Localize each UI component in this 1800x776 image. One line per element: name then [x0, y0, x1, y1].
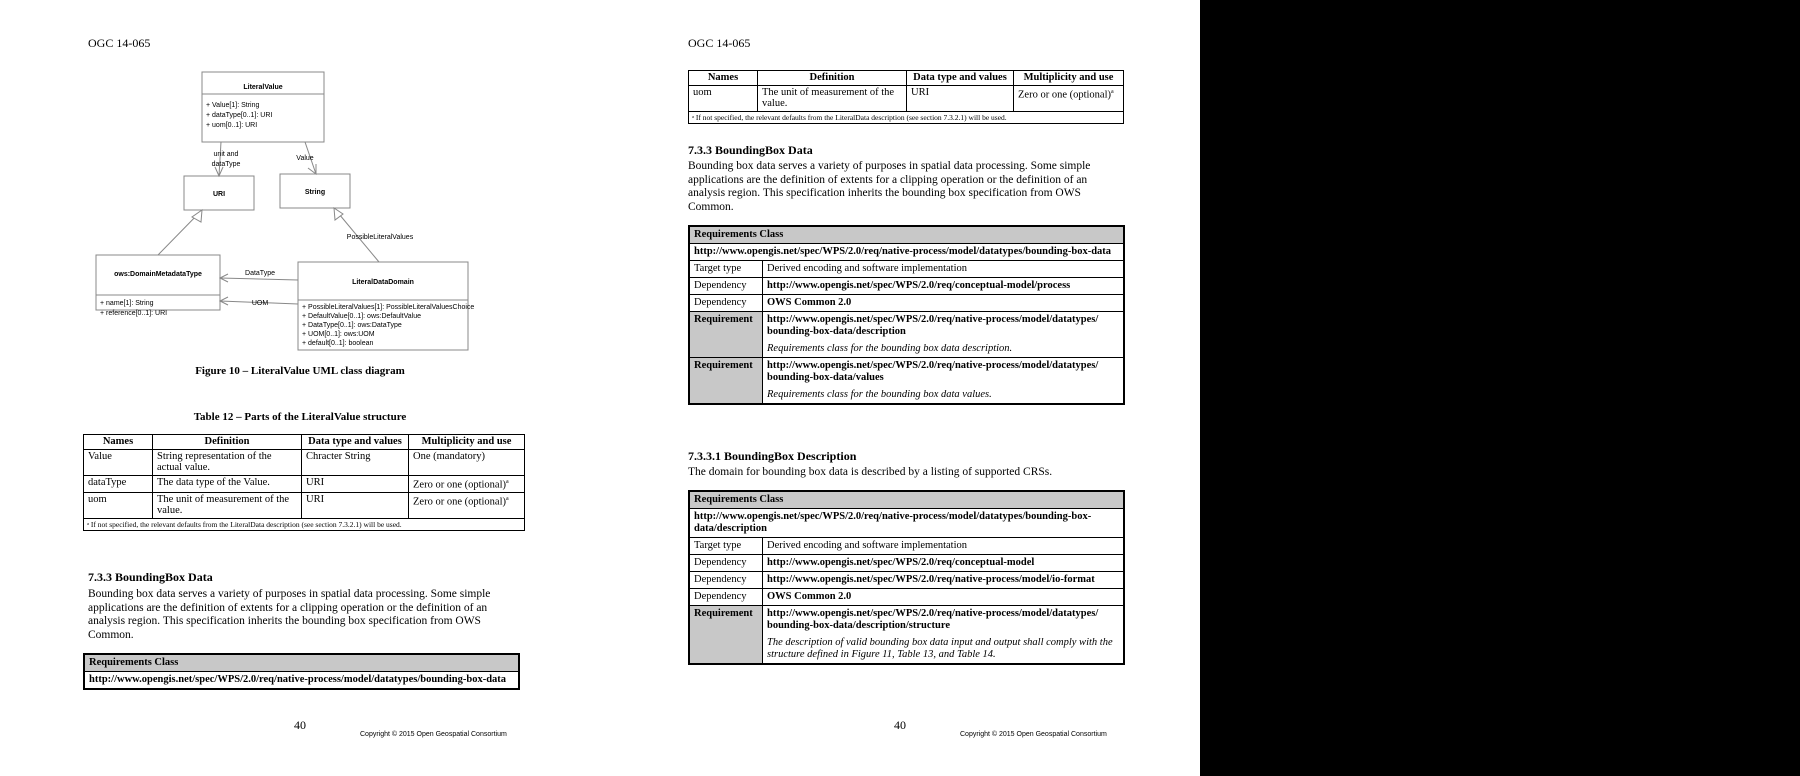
table-row: [689, 85, 1124, 111]
col-header: Definition: [153, 435, 302, 450]
uml-label: unit and: [213, 151, 239, 158]
req-label: Dependency: [689, 295, 763, 312]
req-value: http://www.opengis.net/spec/WPS/2.0/req/native-process/model/datatypes/ bounding-box-data/values Requirements class for the bounding box data values.: [763, 358, 1125, 405]
section-title: 7.3.3 BoundingBox Data: [88, 570, 213, 584]
uml-label: UOM: [251, 300, 269, 307]
section-paragraph: Bounding box data serves a variety of purposes in spatial data processing. Some simple applications are the definition of extents for a clipping operation or the definition of an analysis region. This specification inherits the bounding box specification from OWS Common.: [688, 160, 1091, 213]
overlay-page-left: LiteralValue + Value[1]: String + dataType[0..1]: URI + uom[0..1]: URI URI String ows:DomainMetadataType + name[1]: String + reference[0..1]: URI LiteralDataDomain + PossibleLiteralValues[1]: PossibleLiteralValuesChoice + DefaultValue[0..1]: ows:DefaultValue + DataType[0..1]: ows:DataType + UOM[0..1]: ows:UOM + default[0..1]: boolean unit and dataType Value PossibleLiteralValues DataType UOM: [1200, 0, 1800, 776]
req-uri: http://www.opengis.net/spec/WPS/2.0/req/native-process/model/datatypes/bounding-box-data: [689, 244, 1124, 261]
req-value: http://www.opengis.net/spec/WPS/2.0/req/native-process/model/datatypes/ bounding-box-data/description Requirements class for the bounding box data description.: [763, 312, 1125, 358]
req-label: Requirement: [689, 312, 763, 358]
req-label: Target type: [689, 261, 763, 278]
page-number: 40: [894, 718, 906, 732]
req-header: Requirements Class: [84, 654, 519, 672]
uml-attr: + DataType[0..1]: ows:DataType: [302, 322, 402, 329]
section-paragraph: Bounding box data serves a variety of purposes in spatial data processing. Some simple applications are the definition of extents for a clipping operation or the definition of an analysis region. This specification inherits the bounding box specification from OWS Common.: [88, 588, 491, 641]
uml-domainmetadata-title: ows:DomainMetadataType: [114, 271, 202, 278]
req-value: Derived encoding and software implementation: [763, 261, 1125, 278]
page-header: OGC 14-065: [88, 36, 151, 50]
col-header: Names: [689, 71, 758, 86]
req-header: Requirements Class: [689, 491, 1124, 509]
uml-attr: + default[0..1]: boolean: [302, 340, 374, 347]
col-header: Data type and values: [907, 71, 1014, 86]
table-caption: Table 12 – Parts of the LiteralValue structure: [193, 411, 407, 423]
uml-attr: + name[1]: String: [100, 300, 154, 307]
uml-label: DataType: [245, 270, 275, 277]
table-header-row: [84, 435, 525, 450]
req-label: Requirement: [689, 358, 763, 405]
cell: The data type of the Value.: [153, 475, 302, 492]
uml-label: dataType: [211, 161, 241, 168]
req-value: OWS Common 2.0: [763, 589, 1125, 606]
overlay-page-right: [1200, 0, 1800, 776]
req-value: http://www.opengis.net/spec/WPS/2.0/req/native-process/model/datatypes/ bounding-box-data/description/structure The description of valid bounding box data input and output shall comply with the structure defined in Figure 11, Table 13, and Table 14.: [763, 606, 1125, 665]
req-label: Dependency: [689, 572, 763, 589]
table-row: [84, 492, 525, 518]
parts-table: [83, 434, 525, 531]
page-left: [0, 0, 600, 776]
col-header: Names: [84, 435, 153, 450]
req-value: http://www.opengis.net/spec/WPS/2.0/req/native-process/model/io-format: [763, 572, 1125, 589]
cell: Value: [84, 449, 153, 475]
page-right: [600, 0, 1200, 776]
cell: The unit of measurement of the value.: [153, 492, 302, 518]
table-note: ᵃ If not specified, the relevant defaults from the LiteralData description (see section 7.3.2.1) will be used.: [689, 111, 1124, 124]
col-header: Data type and values: [302, 435, 409, 450]
col-header: Definition: [758, 71, 907, 86]
cell: Zero or one (optional)$^a$: [1014, 85, 1124, 111]
cell: Chracter String: [302, 449, 409, 475]
table-note: ᵃ If not specified, the relevant defaults from the LiteralData description (see section 7.3.2.1) will be used.: [84, 518, 525, 531]
figure-caption: Figure 10 – LiteralValue UML class diagram: [195, 365, 405, 377]
section-title: 7.3.3.1 BoundingBox Description: [688, 449, 857, 463]
req-uri: http://www.opengis.net/spec/WPS/2.0/req/native-process/model/datatypes/bounding-box-data: [84, 672, 519, 690]
parts-table-continued: [688, 70, 1124, 124]
uml-attr: + DefaultValue[0..1]: ows:DefaultValue: [302, 313, 422, 320]
uml-literalvalue-title: LiteralValue: [243, 84, 283, 91]
requirements-class-table: [83, 653, 520, 690]
uml-attr: + Value[1]: String: [206, 102, 260, 109]
req-label: Requirement: [689, 606, 763, 665]
uml-label: PossibleLiteralValues: [346, 234, 414, 241]
page-header: OGC 14-065: [688, 36, 751, 50]
req-value: http://www.opengis.net/spec/WPS/2.0/req/conceptual-model: [763, 555, 1125, 572]
table-row: [84, 475, 525, 492]
cell: uom: [84, 492, 153, 518]
section-title: 7.3.3 BoundingBox Data: [688, 143, 813, 157]
uml-diagram: [80, 62, 520, 362]
section-paragraph: The domain for bounding box data is described by a listing of supported CRSs.: [688, 466, 1053, 478]
page-number: 40: [294, 718, 306, 732]
uml-uri-title: URI: [212, 191, 226, 198]
requirements-class-table: [688, 490, 1125, 665]
uml-label: Value: [296, 155, 314, 162]
col-header: Multiplicity and use: [1014, 71, 1124, 86]
copyright: Copyright © 2015 Open Geospatial Consortium: [960, 731, 1107, 738]
cell: dataType: [84, 475, 153, 492]
col-header: Multiplicity and use: [409, 435, 525, 450]
copyright: Copyright © 2015 Open Geospatial Consortium: [360, 731, 507, 738]
uml-attr: + reference[0..1]: URI: [100, 310, 168, 317]
req-label: Dependency: [689, 589, 763, 606]
req-label: Dependency: [689, 278, 763, 295]
uml-attr: + dataType[0..1]: URI: [206, 112, 273, 119]
cell: The unit of measurement of the value.: [758, 85, 907, 111]
req-label: Dependency: [689, 555, 763, 572]
cell: URI: [302, 475, 409, 492]
cell: String representation of the actual value.: [153, 449, 302, 475]
cell: uom: [689, 85, 758, 111]
cell: One (mandatory): [409, 449, 525, 475]
cell: URI: [907, 85, 1014, 111]
req-value: OWS Common 2.0: [763, 295, 1125, 312]
req-header: Requirements Class: [689, 226, 1124, 244]
req-value: Derived encoding and software implementation: [763, 538, 1125, 555]
uml-attr: + UOM[0..1]: ows:UOM: [302, 331, 375, 338]
table-row: [84, 449, 525, 475]
uml-attr: + PossibleLiteralValues[1]: PossibleLiteralValuesChoice: [302, 304, 475, 311]
req-label: Target type: [689, 538, 763, 555]
req-value: http://www.opengis.net/spec/WPS/2.0/req/conceptual-model/process: [763, 278, 1125, 295]
cell: URI: [302, 492, 409, 518]
cell: Zero or one (optional)$^a$: [409, 475, 525, 492]
uml-literaldomain-title: LiteralDataDomain: [352, 279, 414, 286]
uml-string-title: String: [304, 189, 326, 196]
cell: Zero or one (optional)$^a$: [409, 492, 525, 518]
page-overlay-inverted: [1200, 0, 1800, 776]
uml-attr: + uom[0..1]: URI: [206, 122, 258, 129]
table-note-row: [84, 518, 525, 531]
req-uri: http://www.opengis.net/spec/WPS/2.0/req/native-process/model/datatypes/bounding-box-data/description: [689, 509, 1124, 538]
requirements-class-table: [688, 225, 1125, 405]
